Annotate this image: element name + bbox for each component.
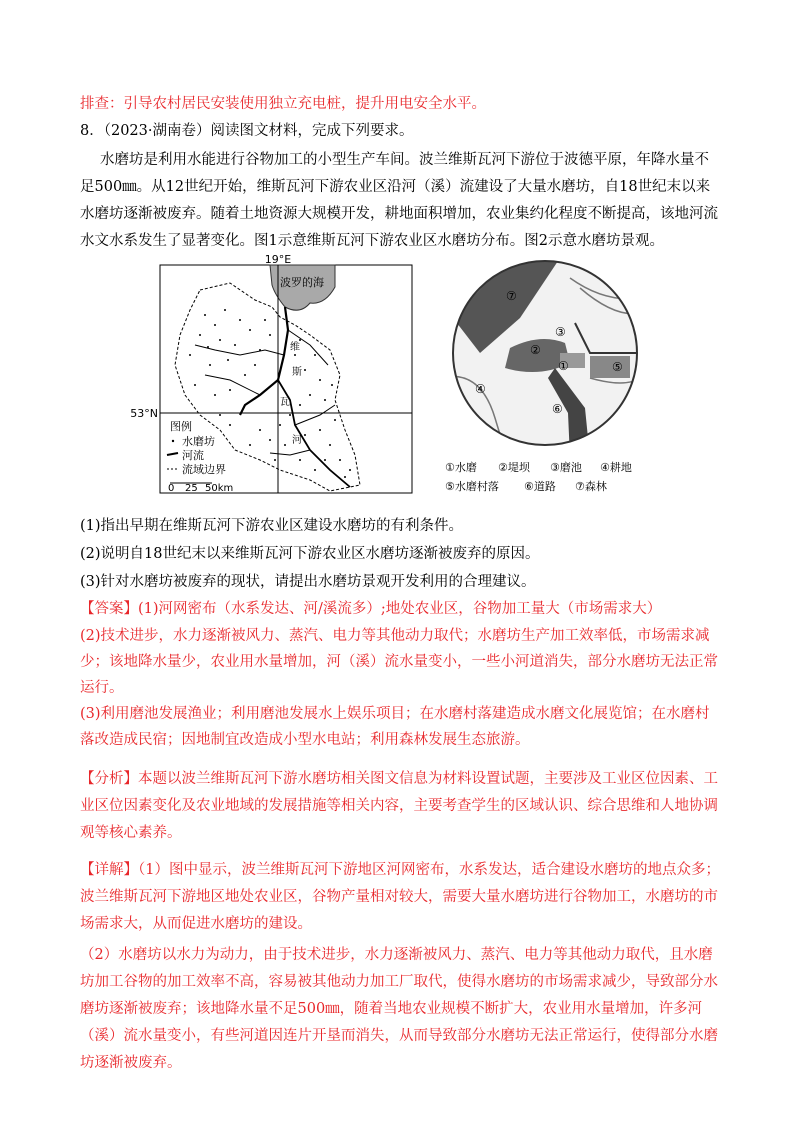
detail-line-3: 场需求大，从而促进水磨坊的建设。 [80, 916, 312, 932]
figure-2-landscape [440, 258, 650, 498]
river-char-2: 斯 [292, 367, 302, 378]
sub-question-2: (2)说明自18世纪末以来维斯瓦河下游农业区水磨坊逐渐被废弃的原因。 [80, 546, 540, 562]
scale-25: 25 [185, 483, 198, 494]
sea-label: 波罗的海 [280, 276, 324, 289]
detail-line-6: 磨坊逐渐被废弃；该地降水量不足500㎜，随着当地农业规模不断扩大，农业用水量增加，许多河 [80, 1001, 703, 1017]
legend-title: 图例 [170, 420, 192, 433]
answer-line-1: 【答案】(1)河网密布（水系发达、河/溪流多）;地处农业区，谷物加工量大（市场需求大） [80, 601, 662, 617]
answer-line-5: (3)利用磨池发展渔业；利用磨池发展水上娱乐项目；在水磨村落建造成水磨文化展览馆；在水磨村 [80, 706, 710, 722]
scale-50: 50km [205, 483, 234, 494]
river-char-1: 维 [290, 342, 300, 353]
answer-label: 【答案】 [80, 601, 138, 617]
question-header [80, 121, 720, 141]
legend-forest: ⑦森林 [575, 480, 607, 493]
marker-2: ② [530, 343, 541, 357]
legend-pond: ③磨池 [550, 461, 582, 474]
marker-4: ④ [475, 382, 486, 396]
figure-1-map [130, 253, 415, 495]
marker-7: ⑦ [506, 289, 517, 303]
answer-line-3: 少；该地降水量少，农业用水量增加，河（溪）流水量变小，一些小河道消失，部分水磨坊无法正常 [80, 654, 718, 670]
legend-mill: 水磨坊 [182, 435, 215, 448]
question-source: （2023·湖南卷）阅读图文材料，完成下列要求。 [103, 123, 414, 139]
marker-1: ① [558, 359, 569, 373]
legend-village: ⑤水磨村落 [445, 480, 499, 493]
detail-line-8: 坊逐渐被废弃。 [80, 1055, 182, 1071]
legend-boundary: 流域边界 [182, 463, 226, 476]
paragraph-line-1: 水磨坊是利用水能进行谷物加工的小型生产车间。波兰维斯瓦河下游位于波德平原，年降水量不 [100, 152, 709, 168]
lat-label: 53°N [130, 407, 158, 420]
paragraph-line-3: 水磨坊逐渐被废弃。随着土地资源大规模开发，耕地面积增加，农业集约化程度不断提高，该地河流 [80, 206, 718, 222]
legend-road: ⑥道路 [524, 480, 556, 493]
sub-question-3: (3)针对水磨坊被废弃的现状，请提出水磨坊景观开发利用的合理建议。 [80, 574, 536, 590]
legend-mill-symbol [172, 440, 174, 442]
paragraph-line-4: 水文水系发生了显著变化。图1示意维斯瓦河下游农业区水磨坊分布。图2示意水磨坊景观。 [80, 233, 664, 249]
analysis-label: 【分析】 [80, 771, 138, 787]
legend-water-mill: ①水磨 [445, 461, 477, 474]
question-number: 8． [80, 123, 104, 139]
detail-line-2: 波兰维斯瓦河下游地区地处农业区，谷物产量相对较大，需要大量水磨坊进行谷物加工，水磨坊的市 [80, 889, 718, 905]
marker-6: ⑥ [552, 402, 563, 416]
analysis-line-1: 【分析】本题以波兰维斯瓦河下游水磨坊相关图文信息为材料设置试题，主要涉及工业区位因素、工 [80, 771, 718, 787]
mill-village [590, 356, 630, 378]
analysis-line-2: 业区位因素变化及农业地域的发展措施等相关内容，主要考查学生的区域认识、综合思维和人地协调 [80, 798, 718, 814]
detail-line-1: 【详解】（1）图中显示，波兰维斯瓦河下游地区河网密布，水系发达，适合建设水磨坊的地点众多； [80, 862, 720, 878]
river-char-3: 瓦 [280, 397, 290, 408]
answer-line-6: 落改造成民宿；因地制宜改造成小型水电站；利用森林发展生态旅游。 [80, 732, 530, 748]
lon-label: 19°E [264, 253, 292, 266]
answer-line-4: 运行。 [80, 680, 124, 696]
marker-3: ③ [555, 325, 566, 339]
paragraph-line-2: 足500㎜。从12世纪开始，维斯瓦河下游农业区沿河（溪）流建设了大量水磨坊，自18世纪末以来 [80, 179, 711, 195]
sub-question-1: (1)指出早期在维斯瓦河下游农业区建设水磨坊的有利条件。 [80, 518, 464, 534]
legend-dam: ②堤坝 [498, 461, 530, 474]
marker-5: ⑤ [612, 360, 623, 374]
detail-line-5: 坊加工谷物的加工效率不高，容易被其他动力加工厂取代，使得水磨坊的市场需求减少，导致部分水 [80, 974, 718, 990]
scale-0: 0 [168, 483, 175, 494]
top-line: 排查：引导农村居民安装使用独立充电桩，提升用电安全水平。 [80, 96, 486, 112]
answer-line-2: (2)技术进步，水力逐渐被风力、蒸汽、电力等其他动力取代；水磨坊生产加工效率低，市场需求减 [80, 628, 710, 644]
detail-label: 【详解】 [80, 862, 138, 878]
analysis-line-3: 观等核心素养。 [80, 825, 182, 841]
detail-line-4: （2）水磨坊以水力为动力，由于技术进步，水力逐渐被风力、蒸汽、电力等其他动力取代，且水磨 [80, 947, 713, 963]
legend-river: 河流 [182, 449, 204, 462]
legend-farmland: ④耕地 [600, 461, 632, 474]
river-char-4: 河 [292, 435, 302, 446]
detail-line-7: （溪）流水量变小，有些河道因连片开垦而消失，从而导致部分水磨坊无法正常运行，使得部分水磨 [80, 1028, 718, 1044]
